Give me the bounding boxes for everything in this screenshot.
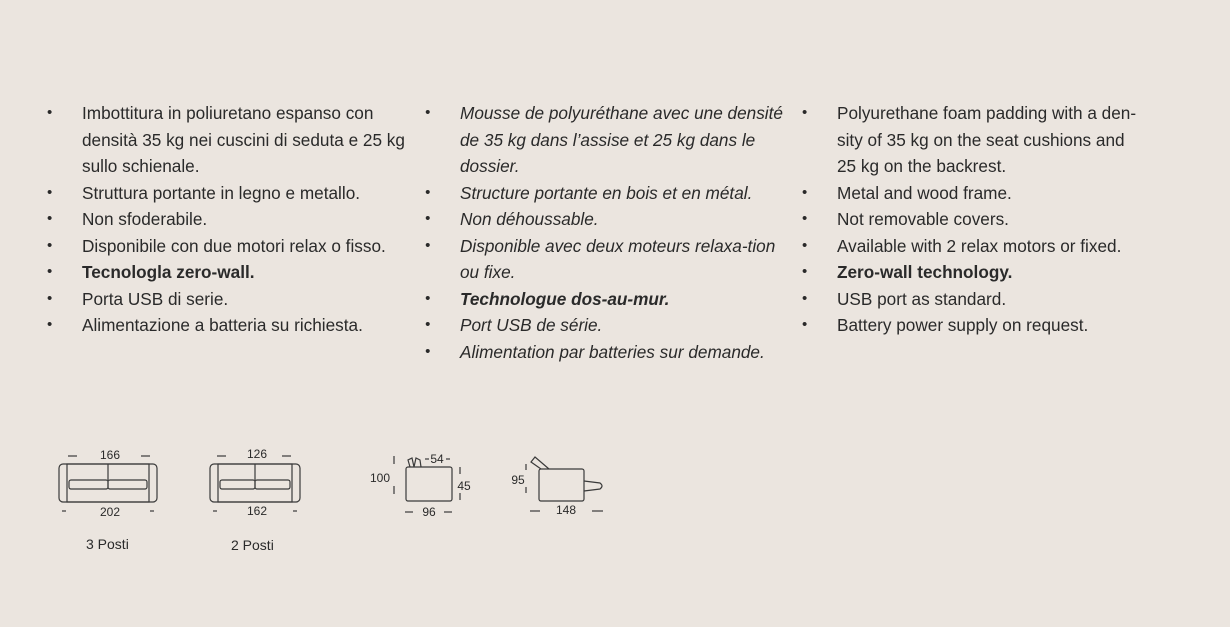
- list-item: [47, 233, 417, 260]
- bullet-icon: •: [425, 210, 431, 227]
- list-item: [802, 233, 1147, 260]
- list-item-text: Available with 2 relax motors or fixed.: [837, 235, 1122, 256]
- bullet-icon: •: [47, 183, 53, 201]
- list-item: [425, 233, 785, 286]
- bullet-icon: •: [425, 183, 431, 201]
- list-item: [425, 286, 785, 313]
- list-item: [47, 180, 417, 207]
- sofa2-caption: 2 Posti: [231, 537, 274, 553]
- bullet-icon: •: [425, 316, 431, 333]
- list-item-text: Struttura portante in legno e metallo.: [82, 182, 361, 203]
- list-item-text: Mousse de polyuréthane avec une densité de 35 kg dans l’assise et 25 kg dans le dossier.: [460, 103, 783, 176]
- list-item-text: Port USB de série.: [460, 315, 603, 335]
- list-item: [802, 259, 1147, 286]
- bullet-icon: •: [47, 104, 53, 121]
- list-item: [425, 206, 785, 233]
- bullet-icon: •: [802, 289, 808, 307]
- list-item-text: Disponible avec deux moteurs relaxa-tion ou fixe.: [460, 235, 776, 282]
- list-item-text: USB port as standard.: [837, 288, 1007, 309]
- list-item: [425, 312, 785, 339]
- list-item: [47, 286, 417, 313]
- list-item: [802, 206, 1147, 233]
- list-item: [47, 100, 417, 180]
- list-item: [802, 100, 1147, 180]
- list-item: [802, 286, 1147, 313]
- italian-column: [47, 100, 417, 339]
- english-column: [802, 100, 1147, 339]
- bullet-icon: •: [425, 104, 431, 121]
- sofa3-caption: 3 Posti: [86, 536, 129, 552]
- sofa3-bottom-dimension: 202: [99, 505, 121, 519]
- bullet-icon: •: [47, 316, 53, 333]
- italian-feature-list: [47, 100, 417, 339]
- french-feature-list: [425, 100, 785, 365]
- french-column: [425, 100, 785, 365]
- list-item: [802, 180, 1147, 207]
- list-item-text: Non déhoussable.: [460, 209, 599, 229]
- list-item-text: Structure portante en bois et en métal.: [460, 182, 753, 203]
- list-item-text: Polyurethane foam padding with a den-sity of 35 kg on the seat cushions and 25 kg on the backrest.: [837, 103, 1137, 176]
- list-item: [802, 312, 1147, 339]
- bullet-icon: •: [47, 289, 53, 307]
- side-seat-dimension: 45: [457, 479, 471, 493]
- list-item-text: Disponibile con due motori relax o fisso.: [82, 235, 386, 256]
- recline-length-dimension: 148: [555, 503, 577, 517]
- bullet-icon: •: [802, 104, 808, 121]
- bullet-icon: •: [802, 210, 808, 227]
- bullet-icon: •: [802, 316, 808, 333]
- dimension-drawings: [0, 440, 640, 570]
- list-item-text: Imbottitura in poliuretano espanso con densità 35 kg nei cuscini di seduta e 25 kg sullo schienale.: [82, 103, 405, 176]
- side-depth-dimension: 54: [430, 452, 444, 466]
- list-item-text: Tecnologla zero-wall.: [82, 262, 255, 282]
- bullet-icon: •: [802, 236, 808, 254]
- list-item-text: Zero-wall technology.: [837, 262, 1013, 282]
- sofa2-bottom-dimension: 162: [246, 504, 268, 518]
- english-feature-list: [802, 100, 1147, 339]
- list-item-text: Non sfoderabile.: [82, 209, 208, 229]
- list-item-text: Not removable covers.: [837, 209, 1009, 229]
- side-view-drawing: [394, 456, 460, 512]
- list-item: [47, 312, 417, 339]
- sofa-2-seat-drawing: [210, 456, 300, 511]
- bullet-icon: •: [802, 183, 808, 201]
- recline-height-dimension: 95: [511, 473, 525, 487]
- list-item-text: Technologue dos-au-mur.: [460, 288, 670, 309]
- list-item: [425, 100, 785, 180]
- bullet-icon: •: [47, 263, 53, 280]
- list-item: [47, 259, 417, 286]
- side-height-dimension: 100: [369, 471, 391, 485]
- bullet-icon: •: [47, 210, 53, 227]
- list-item: [47, 206, 417, 233]
- side-width-dimension: 96: [422, 505, 436, 519]
- sofa2-top-dimension: 126: [246, 447, 268, 461]
- bullet-icon: •: [425, 236, 431, 254]
- bullet-icon: •: [47, 236, 53, 254]
- bullet-icon: •: [425, 342, 431, 360]
- list-item-text: Porta USB di serie.: [82, 288, 229, 309]
- bullet-icon: •: [802, 263, 808, 280]
- sofa-3-seat-drawing: [59, 456, 157, 511]
- list-item: [425, 180, 785, 207]
- bullet-icon: •: [425, 289, 431, 307]
- list-item-text: Alimentazione a batteria su richiesta.: [82, 315, 363, 335]
- list-item-text: Metal and wood frame.: [837, 182, 1012, 203]
- list-item: [425, 339, 785, 366]
- list-item-text: Alimentation par batteries sur demande.: [460, 341, 765, 362]
- sofa3-top-dimension: 166: [99, 448, 121, 462]
- list-item-text: Battery power supply on request.: [837, 315, 1089, 335]
